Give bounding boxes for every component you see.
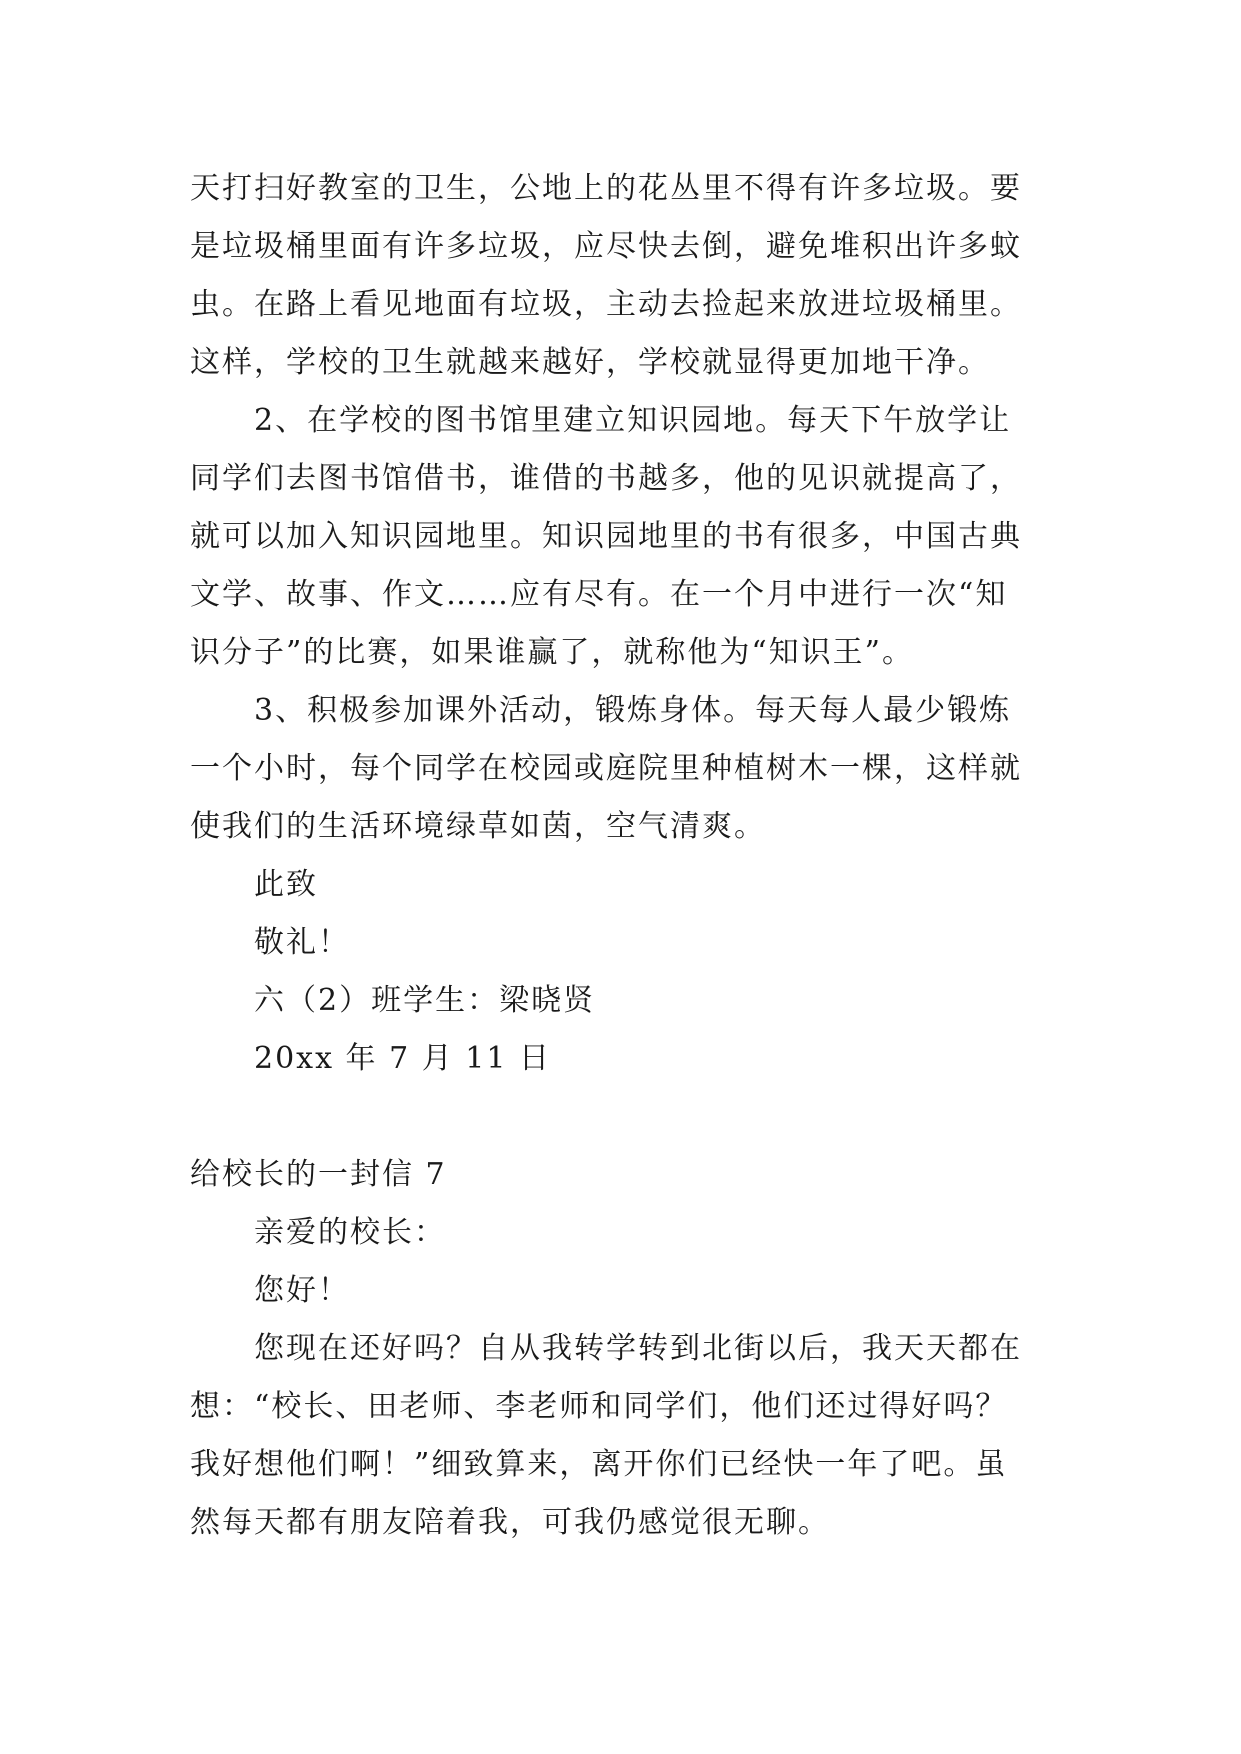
paragraph-activities <box>190 682 1050 856</box>
signature: 六（2）班学生：梁晓贤 <box>254 983 596 1018</box>
text-line: 我好想他们啊！”细致算来，离开你们已经快一年了吧。虽 <box>190 1447 1008 1482</box>
letter-greeting: 亲爱的校长： <box>254 1215 446 1250</box>
text-line: 您现在还好吗？自从我转学转到北街以后，我天天都在 <box>254 1331 1022 1366</box>
letter-date: 20xx 年 7 月 11 日 <box>254 1041 551 1076</box>
text-line: 文学、故事、作文……应有尽有。在一个月中进行一次“知 <box>190 577 1008 612</box>
text-line: 虫。在路上看见地面有垃圾，主动去捡起来放进垃圾桶里。 <box>190 287 1022 322</box>
paragraph-knowledge-garden <box>190 392 1050 682</box>
paragraph-hygiene <box>190 160 1050 392</box>
section-gap <box>190 1088 1050 1146</box>
text-line: 想：“校长、田老师、李老师和同学们，他们还过得好吗？ <box>190 1389 1008 1424</box>
letter-7 <box>190 1146 1050 1552</box>
letter-title: 给校长的一封信 7 <box>190 1157 447 1192</box>
closing-salutation: 此致 <box>254 867 318 902</box>
text-line: 就可以加入知识园地里。知识园地里的书有很多，中国古典 <box>190 519 1022 554</box>
text-line: 天打扫好教室的卫生，公地上的花丛里不得有许多垃圾。要 <box>190 171 1022 206</box>
text-line: 识分子”的比赛，如果谁赢了，就称他为“知识王”。 <box>190 635 915 670</box>
text-line: 使我们的生活环境绿草如茵，空气清爽。 <box>190 809 766 844</box>
text-line: 是垃圾桶里面有许多垃圾，应尽快去倒，避免堆积出许多蚊 <box>190 229 1022 264</box>
text-line: 这样，学校的卫生就越来越好，学校就显得更加地干净。 <box>190 345 990 380</box>
text-line: 3、积极参加课外活动，锻炼身体。每天每人最少锻炼 <box>254 693 1012 728</box>
document-body <box>190 160 1050 1552</box>
closing-regards: 敬礼！ <box>254 925 350 960</box>
text-line: 然每天都有朋友陪着我，可我仍感觉很无聊。 <box>190 1505 830 1540</box>
letter-hello: 您好！ <box>254 1273 350 1308</box>
text-line: 一个小时，每个同学在校园或庭院里种植树木一棵，这样就 <box>190 751 1022 786</box>
text-line: 同学们去图书馆借书，谁借的书越多，他的见识就提高了， <box>190 461 1022 496</box>
text-line: 2、在学校的图书馆里建立知识园地。每天下午放学让 <box>254 403 1012 438</box>
letter-closing <box>190 856 1050 1088</box>
